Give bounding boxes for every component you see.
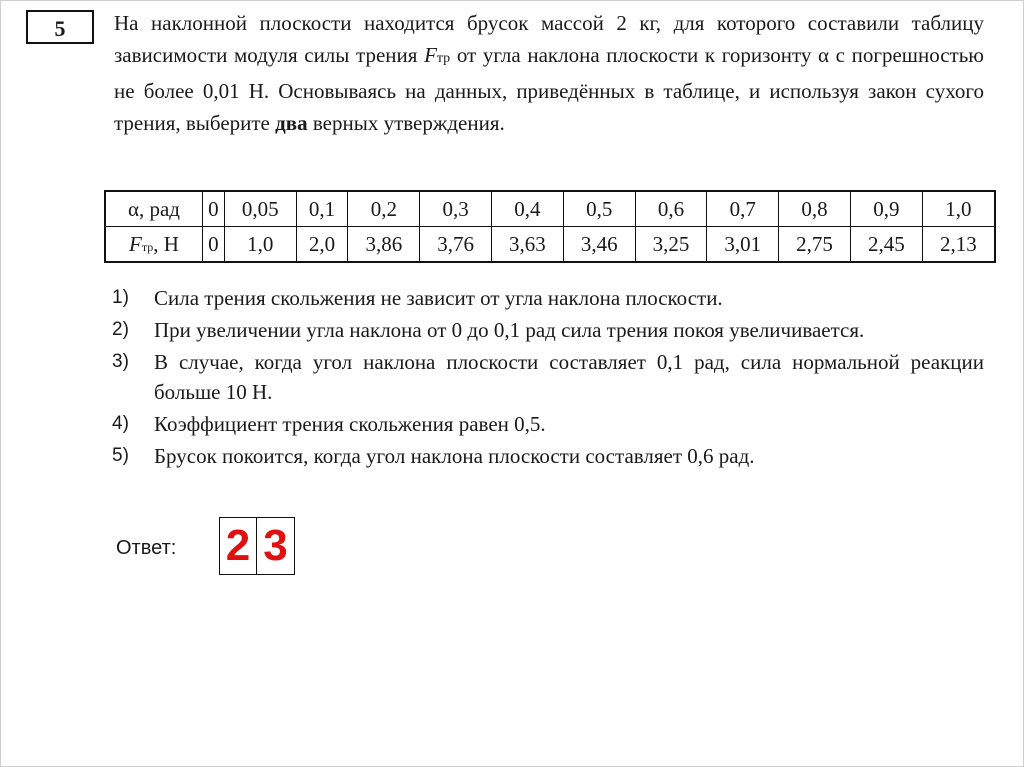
option-item: [104, 347, 984, 407]
force-cell: 3,63: [492, 227, 564, 263]
force-header-subscript: тр: [141, 239, 154, 254]
friction-data-table: [104, 190, 996, 263]
force-subscript: тр: [436, 51, 451, 66]
force-cell: 2,45: [850, 227, 922, 263]
force-cell: 3,86: [348, 227, 420, 263]
option-text: В случае, когда угол наклона плоскости составляет 0,1 рад, сила нормальной реакции больше 10 Н.: [154, 350, 984, 404]
option-number: 2): [112, 319, 129, 340]
angle-cell: 0,5: [563, 191, 635, 227]
option-text: Брусок покоится, когда угол наклона плоскости составляет 0,6 рад.: [154, 444, 755, 468]
statement-bold: два: [275, 111, 308, 135]
angle-cell: 0,8: [779, 191, 851, 227]
force-cell: 1,0: [224, 227, 296, 263]
angle-cell: 1,0: [922, 191, 995, 227]
angle-cell: 0: [203, 191, 225, 227]
option-number: 1): [112, 287, 129, 308]
answer-box: [219, 517, 295, 575]
option-item: [104, 441, 984, 471]
option-item: [104, 315, 984, 345]
option-text: Коэффициент трения скольжения равен 0,5.: [154, 412, 546, 436]
task-number-box: 5: [26, 10, 94, 44]
force-cell: 3,76: [420, 227, 492, 263]
option-item: [104, 283, 984, 313]
force-cell: 2,13: [922, 227, 995, 263]
option-item: [104, 409, 984, 439]
angle-cell: 0,2: [348, 191, 420, 227]
angle-cell: 0,05: [224, 191, 296, 227]
angle-row-header: α, рад: [105, 191, 203, 227]
answer-digit-cell: 2: [220, 518, 257, 574]
force-cell: 3,25: [635, 227, 707, 263]
force-cell: 3,01: [707, 227, 779, 263]
answer-options-list: [104, 283, 984, 473]
statement-text-2: от угла наклона плоскости к горизонту α с погрешностью не более 0,01 Н. Основываясь на данных, приведённых в таблице, и используя закон сухого трения, выберите: [114, 43, 984, 135]
force-symbol: F: [424, 43, 437, 67]
statement-text-3: верных утверждения.: [307, 111, 505, 135]
angle-cell: 0,9: [850, 191, 922, 227]
force-header-unit: , Н: [153, 231, 179, 256]
force-cell: 3,46: [563, 227, 635, 263]
option-text: При увеличении угла наклона от 0 до 0,1 рад сила трения покоя увеличивается.: [154, 318, 865, 342]
answer-digit-cell: 3: [263, 521, 288, 570]
option-number: 5): [112, 445, 129, 466]
option-number: 4): [112, 413, 129, 434]
angle-cell: 0,3: [420, 191, 492, 227]
answer-label: Ответ:: [116, 537, 177, 559]
force-cell: 2,75: [779, 227, 851, 263]
statement-text-1: На наклонной плоскости находится брусок массой 2 кг, для которого составили таблицу зависимости модуля силы трения: [114, 11, 984, 67]
force-row: [105, 227, 995, 263]
angle-row: [105, 191, 995, 227]
force-header-symbol: F: [129, 231, 142, 256]
option-number: 3): [112, 351, 129, 372]
force-row-header: [105, 227, 203, 263]
angle-cell: 0,4: [492, 191, 564, 227]
task-statement: [114, 7, 984, 139]
angle-cell: 0,1: [296, 191, 348, 227]
force-cell: 0: [203, 227, 225, 263]
option-text: Сила трения скольжения не зависит от угла наклона плоскости.: [154, 286, 723, 310]
angle-cell: 0,6: [635, 191, 707, 227]
angle-cell: 0,7: [707, 191, 779, 227]
force-cell: 2,0: [296, 227, 348, 263]
